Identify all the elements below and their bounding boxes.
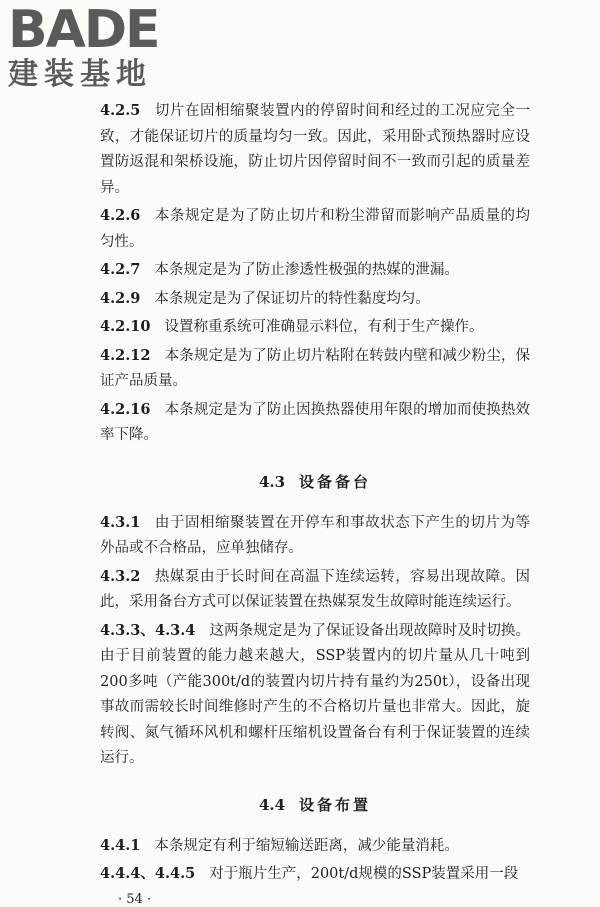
section-number: 4.3 bbox=[258, 472, 286, 491]
site-logo bbox=[8, 0, 178, 92]
clause-paragraph bbox=[100, 203, 530, 255]
clause-paragraph bbox=[100, 618, 530, 772]
clause-paragraph bbox=[100, 314, 530, 341]
clause-text: 本条规定有利于缩短输送距离，减少能量消耗。 bbox=[154, 837, 459, 854]
section-title: 设备备台 bbox=[299, 472, 372, 491]
clause-text: 由于固相缩聚装置在开停车和事故状态下产生的切片为等外品或不合格品，应单独储存。 bbox=[100, 514, 530, 556]
clause-number: 4.2.6 bbox=[100, 207, 141, 224]
clause-number: 4.3.3、4.3.4 bbox=[100, 621, 196, 639]
logo-subtitle: 建装基地 bbox=[8, 57, 152, 92]
clause-text: 热媒泵由于长时间在高温下连续运转，容易出现故障。因此，采用备台方式可以保证装置在热媒泵发生故障时能连续运行。 bbox=[100, 568, 530, 610]
clause-paragraph bbox=[100, 343, 530, 395]
clause-paragraph bbox=[100, 510, 530, 562]
clause-number: 4.4.4、4.4.5 bbox=[100, 865, 196, 882]
clause-text: 切片在固相缩聚装置内的停留时间和经过的工况应完全一致，才能保证切片的质量均匀一致。因此，采用卧式预热器时应设置防返混和架桥设施，防止切片因停留时间不一致而引起的质量差异。 bbox=[100, 103, 530, 196]
clause-number: 4.2.9 bbox=[100, 289, 141, 307]
clause-text: 本条规定是为了防止因换热器使用年限的增加而使换热效率下降。 bbox=[100, 401, 530, 443]
clause-text: 本条规定是为了防止切片粘附在转鼓内壁和减少粉尘，保证产品质量。 bbox=[100, 347, 530, 389]
clause-number: 4.3.1 bbox=[100, 513, 141, 531]
section-number: 4.4 bbox=[258, 795, 286, 814]
clause-text: 本条规定是为了保证切片的特性黏度均匀。 bbox=[154, 290, 430, 307]
clause-number: 4.2.16 bbox=[100, 400, 151, 418]
clause-paragraph bbox=[100, 397, 530, 449]
clause-paragraph bbox=[100, 98, 530, 201]
clause-paragraph bbox=[100, 257, 530, 284]
clause-text: 本条规定是为了防止渗透性极强的热媒的泄漏。 bbox=[154, 262, 459, 278]
clause-number: 4.3.2 bbox=[100, 567, 141, 585]
section-heading bbox=[100, 471, 530, 492]
clause-paragraph bbox=[100, 564, 530, 616]
clause-paragraph bbox=[100, 286, 530, 313]
section-title: 设备布置 bbox=[299, 795, 372, 814]
clause-paragraph bbox=[100, 833, 530, 860]
page-number: · 54 · bbox=[118, 891, 152, 907]
section-heading bbox=[100, 794, 530, 815]
logo-wordmark: BADE bbox=[8, 0, 159, 60]
clause-number: 4.2.12 bbox=[100, 346, 151, 364]
clause-number: 4.2.5 bbox=[100, 102, 141, 119]
clause-number: 4.4.1 bbox=[100, 836, 141, 854]
document-body bbox=[100, 98, 530, 907]
clause-number: 4.2.10 bbox=[100, 318, 151, 335]
clause-number: 4.2.7 bbox=[100, 261, 141, 278]
clause-text: 本条规定是为了防止切片和粉尘滞留而影响产品质量的均匀性。 bbox=[100, 208, 530, 250]
clause-text: 这两条规定是为了保证设备出现故障时及时切换。由于目前装置的能力越来越大，SSP装置内的切片量从几十吨到200多吨（产能300t/d的装置内切片持有量约为250t），设备出现事故而需较长时间维修时产生的不合格切片量也非常大。因此，旋转阀、氮气循环风机和螺杆压缩机设置备台有利于保证装置的连续运行。 bbox=[100, 622, 530, 766]
clause-text: 对于瓶片生产，200t/d规模的SSP装置采用一段 bbox=[209, 866, 519, 882]
clause-text: 设置称重系统可准确显示料位，有利于生产操作。 bbox=[164, 319, 484, 335]
clause-paragraph bbox=[100, 861, 530, 888]
